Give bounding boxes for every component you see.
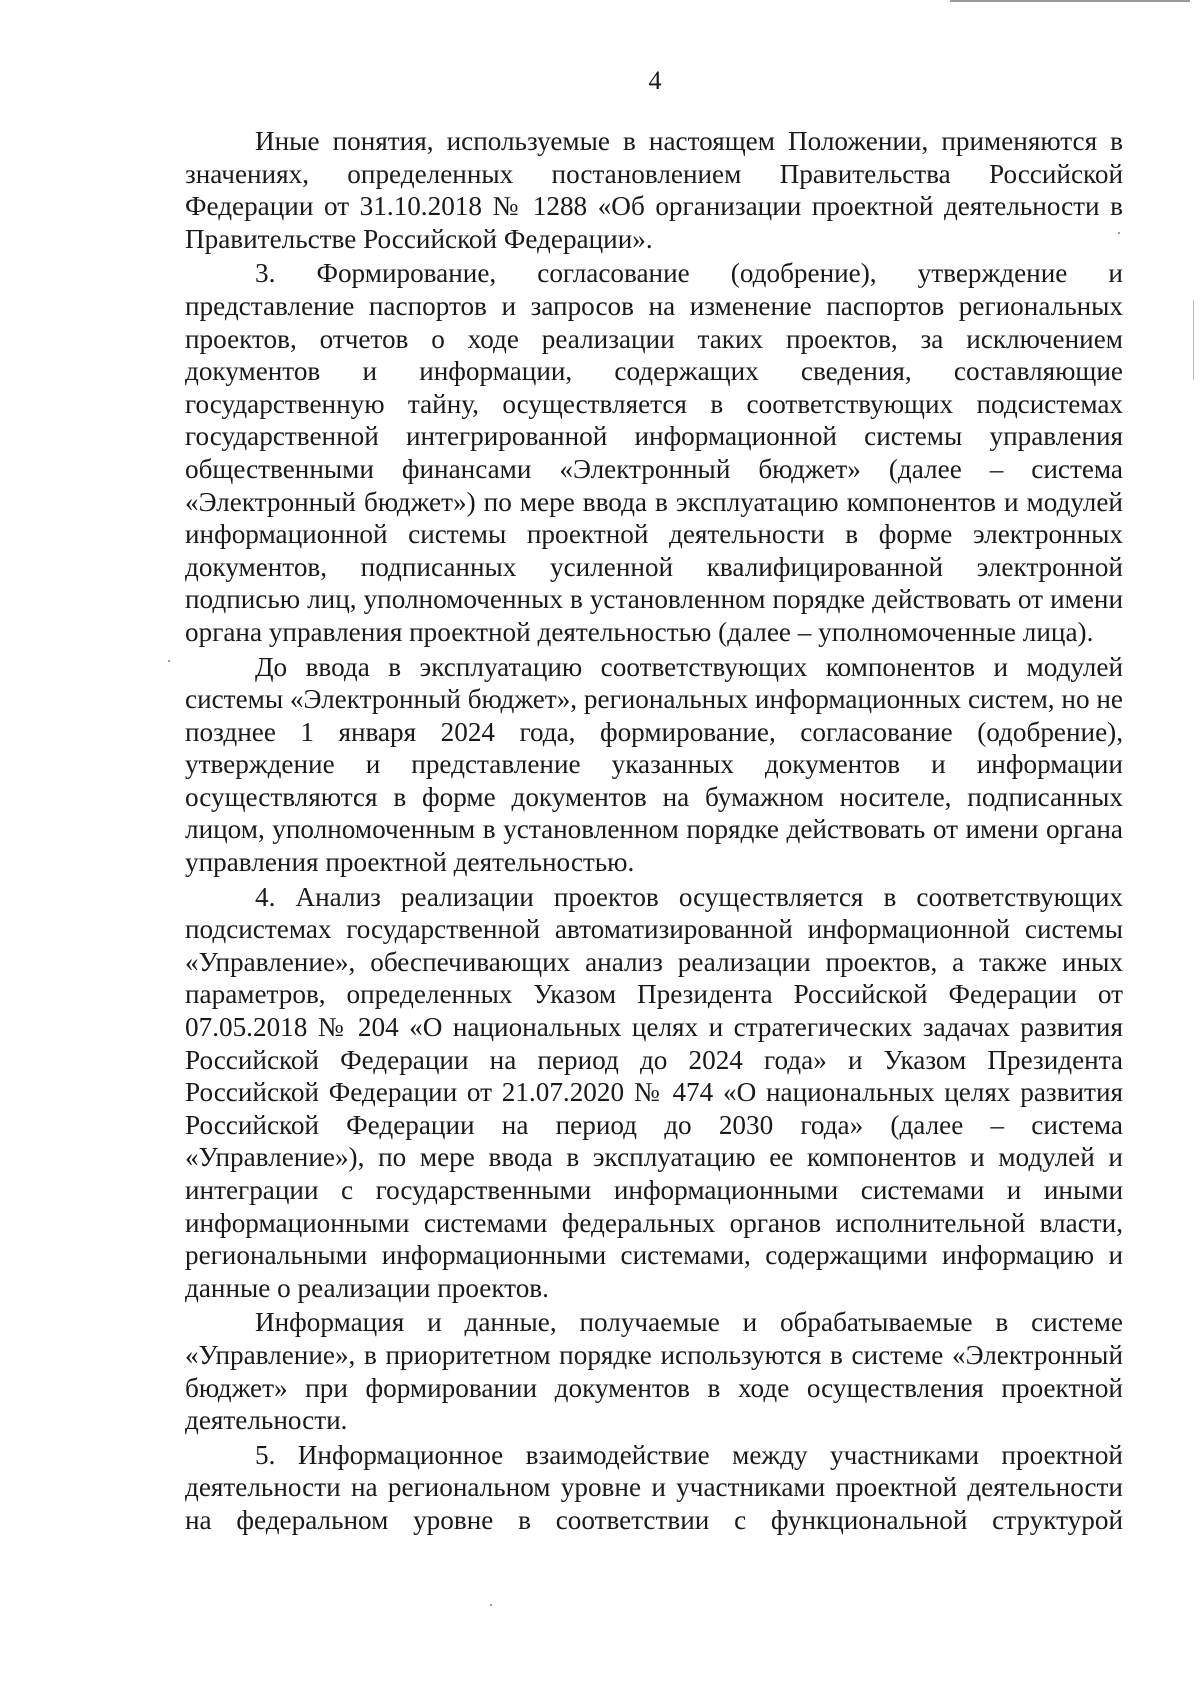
scan-artifact-line: [950, 0, 1190, 2]
paragraph-3-formation: 3. Формирование, согласование (одобрение), утверждение и представление паспортов и запросов на изменение паспортов региональных проектов, отчетов о ходе реализации таких проектов, за исключением документов и информации, содержащих сведения, составляющие государственную тайну, осуществляется в соответствующих подсистемах государственной интегрированной информационной системы управления общественными финансами «Электронный бюджет» (далее – система «Электронный бюджет») по мере ввода в эксплуатацию компонентов и модулей информационной системы проектной деятельности в форме электронных документов, подписанных усиленной квалифицированной электронной подписью лиц, уполномоченных в установленном порядке действовать от имени органа управления проектной деятельностью (далее – уполномоченные лица).: [185, 258, 1123, 647]
paragraph-4-analysis: 4. Анализ реализации проектов осуществляется в соответствующих подсистемах государственной автоматизированной информационной системы «Управление», обеспечивающих анализ реализации проектов, а также иных параметров, определенных Указом Президента Российской Федерации от 07.05.2018 № 204 «О национальных целях и стратегических задачах развития Российской Федерации на период до 2024 года» и Указом Президента Российской Федерации от 21.07.2020 № 474 «О национальных целях развития Российской Федерации на период до 2030 года» (далее – система «Управление»), по мере ввода в эксплуатацию ее компонентов и модулей и интеграции с государственными информационными системами и иными информационными системами федеральных органов исполнительной власти, региональными информационными системами, содержащими информацию и данные о реализации проектов.: [185, 881, 1123, 1303]
page-number: 4: [648, 66, 662, 95]
scan-speck: [168, 660, 170, 662]
scan-speck: [490, 1604, 492, 1606]
paragraph-before-commissioning: До ввода в эксплуатацию соответствующих компонентов и модулей системы «Электронный бюджет», региональных информационных систем, но не позднее 1 января 2024 года, формирование, согласование (одобрение), утверждение и представление указанных документов и информации осуществляются в форме документов на бумажном носителе, подписанных лицом, уполномоченным в установленном порядке действовать от имени органа управления проектной деятельностью.: [185, 651, 1123, 878]
scan-artifact-edge: [1193, 300, 1194, 380]
paragraph-other-concepts: Иные понятия, используемые в настоящем Положении, применяются в значениях, определенных постановлением Правительства Российской Федерации от 31.10.2018 № 1288 «Об организации проектной деятельности в Правительстве Российской Федерации».: [185, 126, 1123, 254]
paragraph-information-data: Информация и данные, получаемые и обрабатываемые в системе «Управление», в приоритетном порядке используются в системе «Электронный бюджет» при формировании документов в ходе осуществления проектной деятельности.: [185, 1307, 1123, 1436]
document-body: [185, 125, 1123, 1539]
paragraph-5-interaction: 5. Информационное взаимодействие между участниками проектной деятельности на региональном уровне и участниками проектной деятельности на федеральном уровне в соответствии с функциональной структурой: [185, 1439, 1123, 1535]
